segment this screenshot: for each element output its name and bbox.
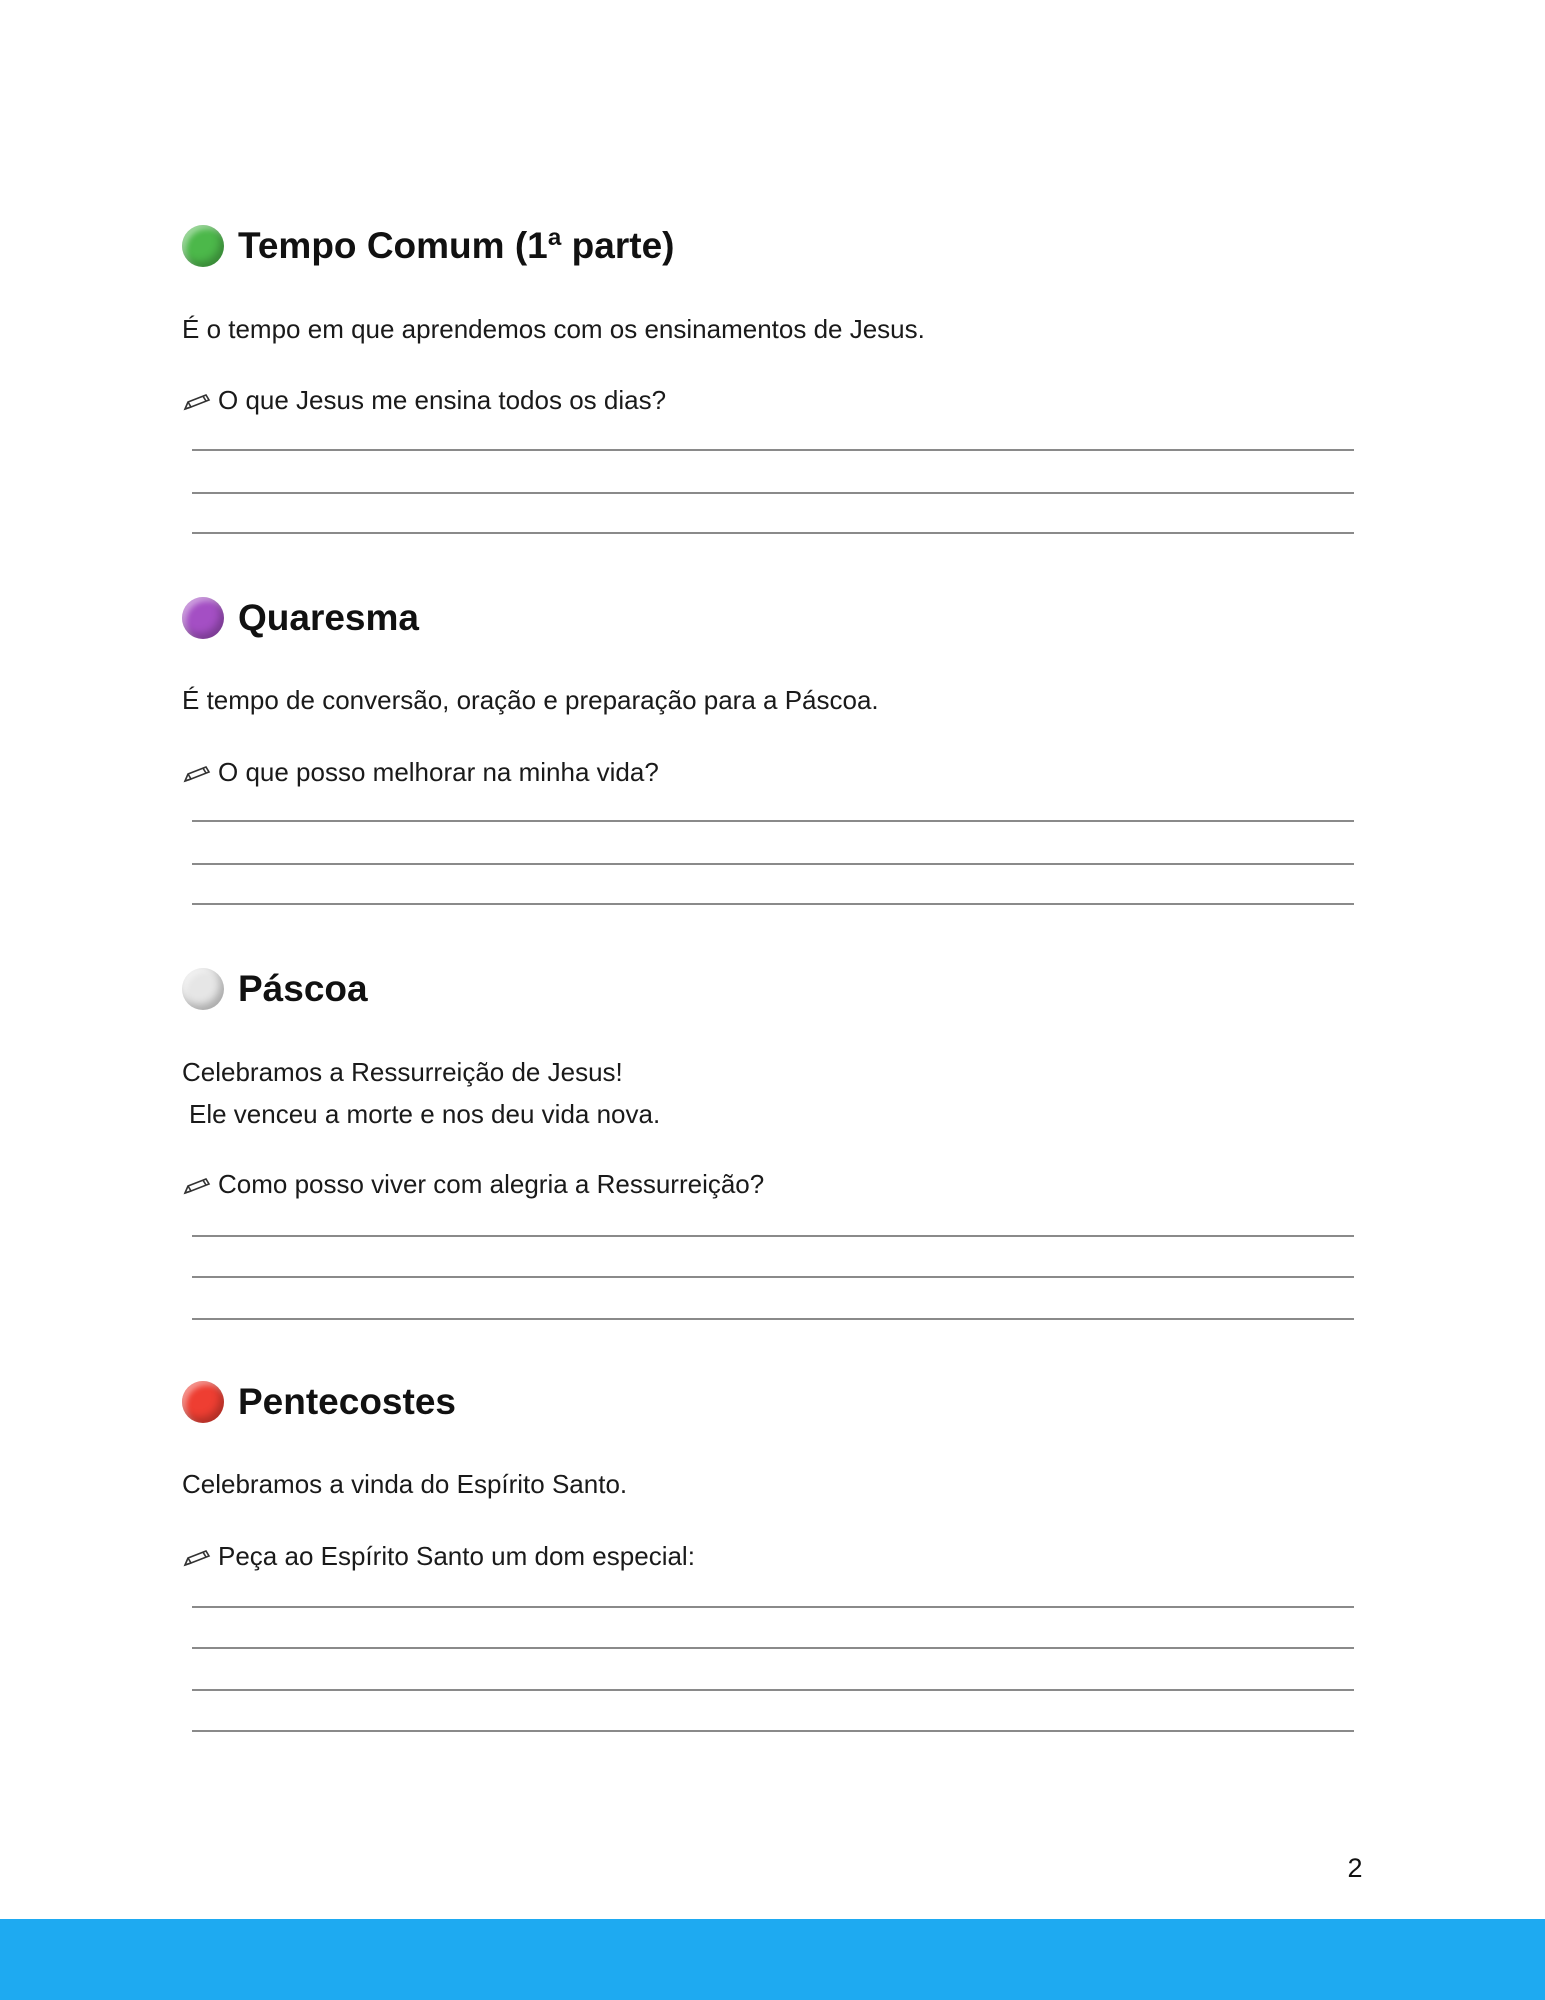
answer-line[interactable]	[192, 1606, 1354, 1608]
answer-line[interactable]	[192, 449, 1354, 451]
white-circle-icon	[182, 968, 224, 1010]
prompt-text: O que posso melhorar na minha vida?	[218, 757, 659, 787]
answer-line[interactable]	[192, 863, 1354, 865]
section-description: É tempo de conversão, oração e preparação para a Páscoa.	[182, 685, 879, 715]
answer-line[interactable]	[192, 820, 1354, 822]
section-heading-pentecostes	[182, 1377, 456, 1427]
answer-line[interactable]	[192, 1276, 1354, 1278]
pencil-icon	[182, 1172, 212, 1196]
section-heading-pascoa	[182, 964, 368, 1014]
section-prompt	[182, 754, 659, 790]
section-title: Tempo Comum (1ª parte)	[238, 225, 675, 266]
answer-line[interactable]	[192, 1318, 1354, 1320]
answer-line[interactable]	[192, 903, 1354, 905]
prompt-text: Como posso viver com alegria a Ressurreição?	[218, 1169, 765, 1199]
purple-circle-icon	[182, 597, 224, 639]
section-prompt	[182, 382, 666, 418]
pencil-icon	[182, 388, 212, 412]
pencil-icon	[182, 760, 212, 784]
section-prompt	[182, 1166, 764, 1202]
answer-line[interactable]	[192, 1730, 1354, 1732]
section-description-line-2: Ele venceu a morte e nos deu vida nova.	[189, 1099, 661, 1129]
answer-line[interactable]	[192, 492, 1354, 494]
answer-line[interactable]	[192, 1235, 1354, 1237]
section-title: Pentecostes	[238, 1381, 456, 1422]
section-description: É o tempo em que aprendemos com os ensinamentos de Jesus.	[182, 314, 925, 344]
answer-line[interactable]	[192, 532, 1354, 534]
green-circle-icon	[182, 225, 224, 267]
section-heading-quaresma	[182, 593, 419, 643]
page-number: 2	[1347, 1853, 1363, 1883]
section-description-line-1: Celebramos a Ressurreição de Jesus!	[182, 1057, 623, 1087]
section-heading-tempo-comum	[182, 221, 674, 271]
prompt-text: Peça ao Espírito Santo um dom especial:	[218, 1541, 695, 1571]
red-circle-icon	[182, 1381, 224, 1423]
pencil-icon	[182, 1544, 212, 1568]
section-description: Celebramos a vinda do Espírito Santo.	[182, 1469, 628, 1499]
prompt-text: O que Jesus me ensina todos os dias?	[218, 385, 667, 415]
section-title: Quaresma	[238, 597, 419, 638]
answer-line[interactable]	[192, 1647, 1354, 1649]
section-prompt	[182, 1538, 695, 1574]
answer-line[interactable]	[192, 1689, 1354, 1691]
footer-bar	[0, 1919, 1545, 2000]
section-title: Páscoa	[238, 968, 368, 1009]
